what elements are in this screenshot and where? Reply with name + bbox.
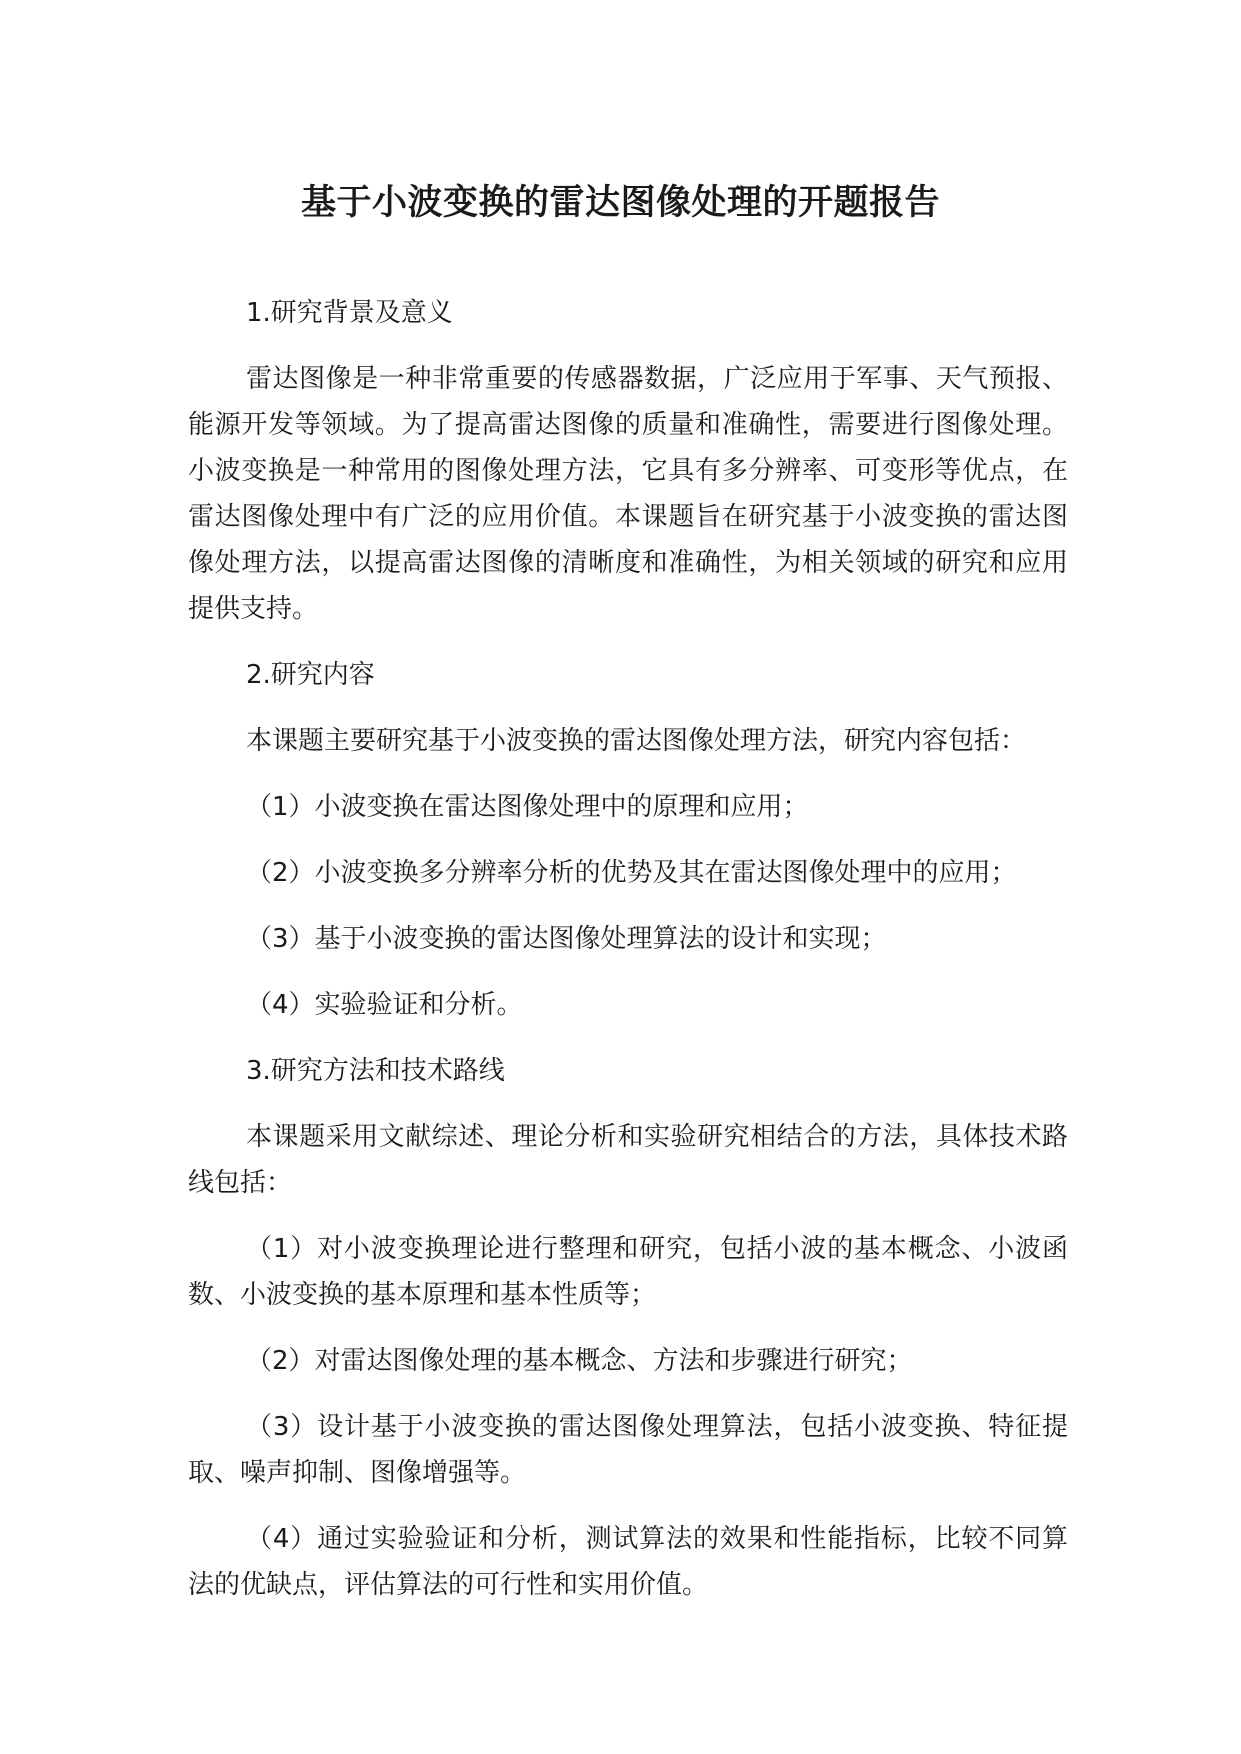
- list-item-content-1: （1）小波变换在雷达图像处理中的原理和应用；: [246, 792, 809, 822]
- document-title: 基于小波变换的雷达图像处理的开题报告: [300, 183, 940, 223]
- list-item-content-4: （4）实验验证和分析。: [246, 990, 523, 1020]
- paragraph-methods-intro: 本课题采用文献综述、理论分析和实验研究相结合的方法，具体技术路线包括：: [188, 1122, 1068, 1198]
- list-item-methods-3: （3）设计基于小波变换的雷达图像处理算法，包括小波变换、特征提取、噪声抑制、图像增强等。: [188, 1412, 1068, 1488]
- list-item-methods-1: （1）对小波变换理论进行整理和研究，包括小波的基本概念、小波函数、小波变换的基本原理和基本性质等；: [188, 1234, 1068, 1310]
- paragraph-background: 雷达图像是一种非常重要的传感器数据，广泛应用于军事、天气预报、能源开发等领域。为了提高雷达图像的质量和准确性，需要进行图像处理。小波变换是一种常用的图像处理方法，它具有多分辨率、可变形等优点，在雷达图像处理中有广泛的应用价值。本课题旨在研究基于小波变换的雷达图像处理方法，以提高雷达图像的清晰度和准确性，为相关领域的研究和应用提供支持。: [188, 364, 1068, 624]
- list-item-content-3: （3）基于小波变换的雷达图像处理算法的设计和实现；: [246, 924, 887, 954]
- document-body: [188, 290, 1068, 1628]
- list-item-methods-2: （2）对雷达图像处理的基本概念、方法和步骤进行研究；: [246, 1346, 913, 1376]
- section-heading-content: 2.研究内容: [246, 660, 375, 690]
- section-heading-background: 1.研究背景及意义: [246, 298, 453, 328]
- list-item-content-2: （2）小波变换多分辨率分析的优势及其在雷达图像处理中的应用；: [246, 858, 1017, 888]
- section-heading-methods: 3.研究方法和技术路线: [246, 1056, 505, 1086]
- paragraph-content-intro: 本课题主要研究基于小波变换的雷达图像处理方法，研究内容包括：: [246, 726, 1027, 756]
- list-item-methods-4: （4）通过实验验证和分析，测试算法的效果和性能指标，比较不同算法的优缺点，评估算法的可行性和实用价值。: [188, 1524, 1068, 1600]
